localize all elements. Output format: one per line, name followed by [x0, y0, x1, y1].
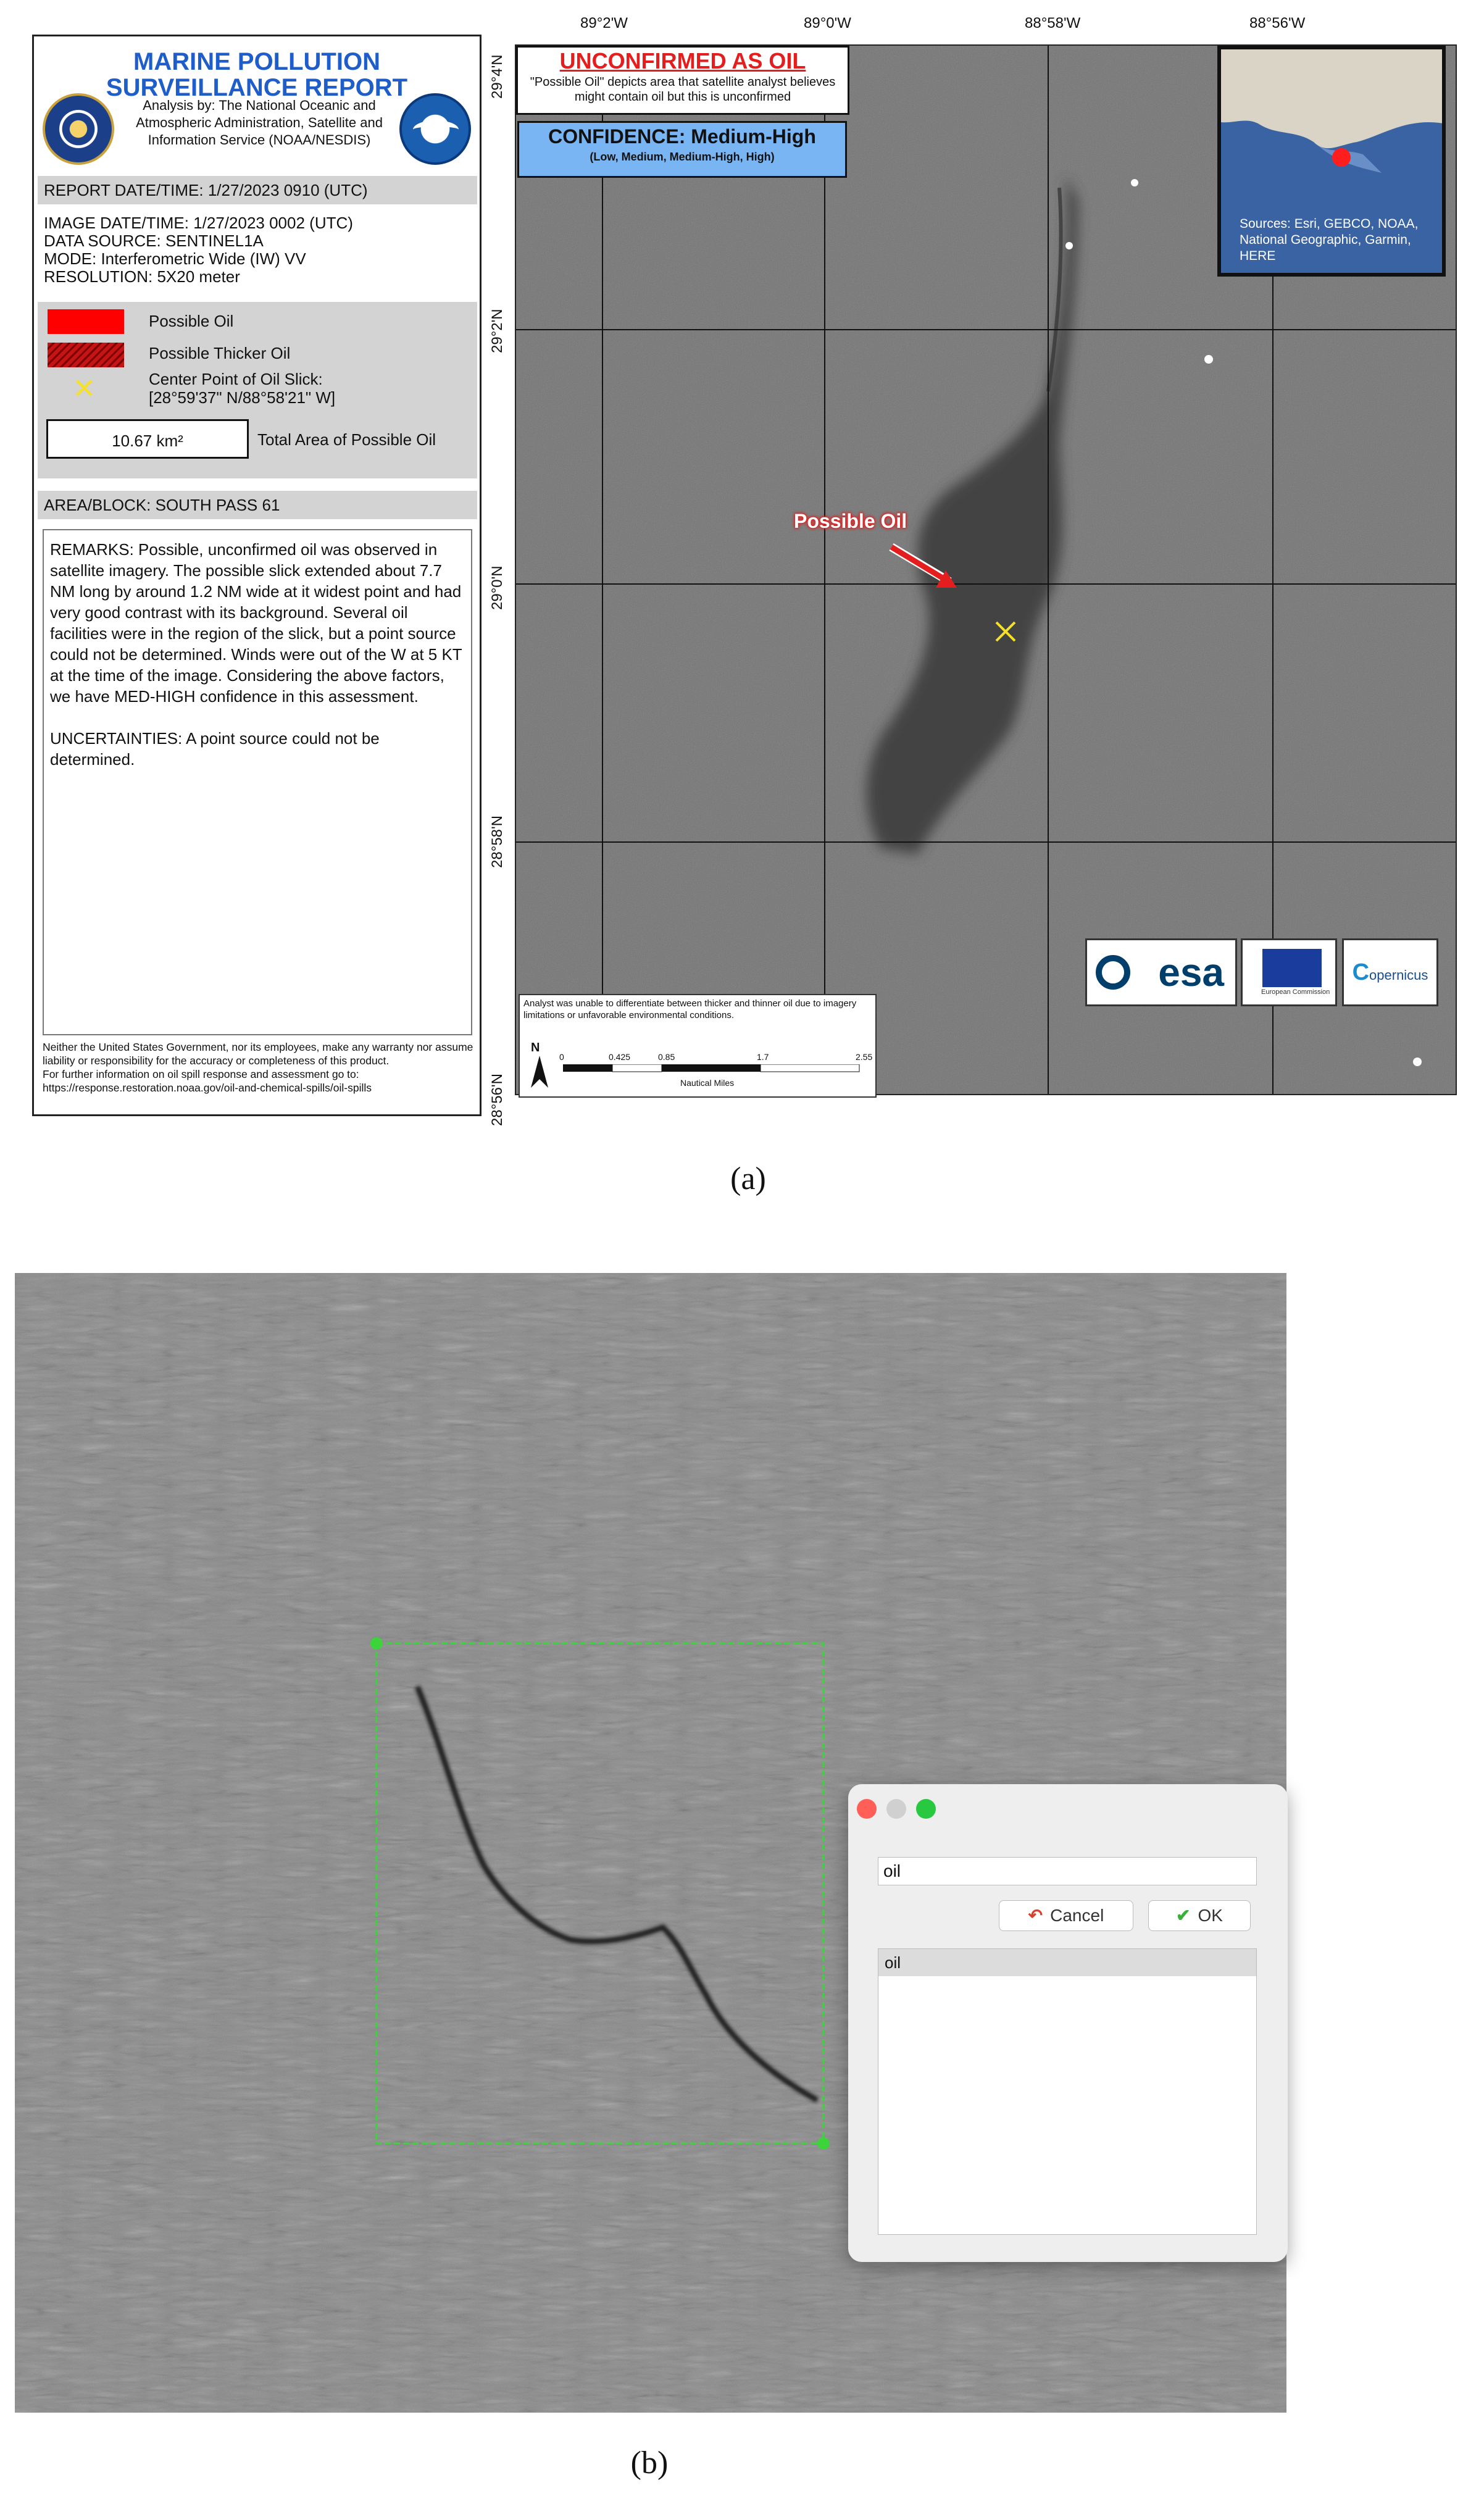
ok-button[interactable]: [1148, 1900, 1251, 1931]
maximize-window-button[interactable]: [916, 1799, 936, 1819]
noaa-logo: [399, 93, 471, 165]
cancel-label: Cancel: [1050, 1906, 1104, 1925]
label-list[interactable]: [878, 1948, 1257, 2235]
resolution: RESOLUTION: 5X20 meter: [44, 267, 240, 286]
cancel-button[interactable]: [999, 1900, 1133, 1931]
report-sidebar: [32, 35, 481, 1116]
slick-location-dot: [1332, 148, 1351, 167]
scale-tick-label: 0: [559, 1052, 564, 1062]
scale-tick-label: 1.7: [757, 1052, 769, 1062]
report-datetime: REPORT DATE/TIME: 1/27/2023 0910 (UTC): [38, 176, 477, 204]
lat-label-2: 29°2'N: [489, 309, 506, 353]
confidence-box: [517, 121, 847, 178]
north-arrow-icon: [527, 1054, 552, 1091]
analyst-note-box: [519, 994, 877, 1098]
analyst-note: Analyst was unable to differentiate between thicker and thinner oil due to imagery limitations or unfavorable environmental conditions.: [523, 998, 857, 1020]
unconfirmed-note: "Possible Oil" depicts area that satellite analyst believes might contain oil but this is unconfirmed: [530, 75, 836, 104]
label-dialog: [848, 1784, 1288, 2262]
lon-label-3: 88°58'W: [1025, 15, 1081, 31]
minimize-window-button[interactable]: [886, 1799, 906, 1819]
doc-seal-logo: [43, 93, 114, 165]
lon-label-4: 88°56'W: [1249, 15, 1306, 31]
lat-label-3: 29°0'N: [489, 565, 506, 610]
report-title-line2: SURVEILLANCE REPORT: [106, 74, 408, 101]
scale-tick-label: 0.85: [658, 1052, 675, 1062]
legend-possible-oil: Possible Oil: [149, 312, 234, 330]
list-item[interactable]: oil: [878, 1949, 1256, 1976]
inset-locator-map: [1217, 46, 1446, 277]
ok-label: OK: [1198, 1906, 1223, 1925]
scale-unit: Nautical Miles: [680, 1078, 735, 1088]
remarks-box: [43, 529, 472, 1035]
copernicus-logo: Copernicus: [1342, 938, 1438, 1006]
esa-logo: [1085, 938, 1237, 1006]
confidence-scale: (Low, Medium, Medium-High, High): [590, 151, 775, 163]
close-window-button[interactable]: [857, 1799, 877, 1819]
area-value: 10.67 km²: [46, 419, 249, 459]
analysis-by: Analysis by: The National Oceanic and Atmospheric Administration, Satellite and Information Service (NOAA/NESDIS): [136, 98, 383, 148]
mode: MODE: Interferometric Wide (IW) VV: [44, 249, 306, 268]
european-commission-logo: [1241, 938, 1337, 1006]
legend-center-point: Center Point of Oil Slick:: [149, 370, 323, 388]
lon-label-1: 89°2'W: [580, 15, 628, 31]
checkmark-icon: ✔: [1176, 1906, 1191, 1925]
disclaimer-text: Neither the United States Government, nor its employees, make any warranty nor assume liability or responsibility for the accuracy or completeness of this product.: [43, 1041, 473, 1067]
eu-flag-icon: [1262, 949, 1322, 987]
legend-thicker-oil: Possible Thicker Oil: [149, 344, 291, 362]
lat-label-5: 28°56'N: [489, 1074, 506, 1126]
eu-caption: European Commission: [1261, 988, 1330, 996]
undo-arrow-icon: ↶: [1028, 1906, 1043, 1925]
data-source: DATA SOURCE: SENTINEL1A: [44, 232, 264, 250]
label-input[interactable]: [878, 1857, 1257, 1885]
esa-text: esa: [1158, 950, 1224, 995]
legend: [38, 302, 477, 478]
unconfirmed-heading: UNCONFIRMED AS OIL: [559, 48, 806, 73]
north-label: N: [531, 1041, 540, 1054]
image-datetime: IMAGE DATE/TIME: 1/27/2023 0002 (UTC): [44, 214, 353, 232]
area-label: Total Area of Possible Oil: [257, 430, 436, 449]
scale-tick-label: 2.55: [856, 1052, 873, 1062]
caption-b: (b): [630, 2445, 669, 2481]
legend-center-coords: [28°59'37" N/88°58'21" W]: [149, 388, 336, 407]
thicker-oil-swatch: [48, 343, 124, 367]
inset-sources: Sources: Esri, GEBCO, NOAA, National Geographic, Garmin, HERE: [1240, 217, 1419, 263]
disclaimer: [43, 1040, 475, 1095]
copernicus-text: opernicus: [1369, 967, 1428, 983]
center-point-icon: ✕: [72, 372, 96, 404]
further-info-text: For further information on oil spill response and assessment go to: https://response.restoration.noaa.gov/oil-and-chemical-spills/oil-spills: [43, 1068, 372, 1094]
scale-tick-label: 0.425: [609, 1052, 631, 1062]
confidence-heading: CONFIDENCE: Medium-High: [548, 125, 816, 148]
report-title-line1: MARINE POLLUTION: [133, 48, 380, 75]
uncertainties-text: UNCERTAINTIES: A point source could not be determined.: [50, 729, 380, 769]
possible-oil-label: Possible Oil: [794, 510, 907, 532]
remarks-text: REMARKS: Possible, unconfirmed oil was observed in satellite imagery. The possible slick extended about 7.7 NM long by around 1.2 NM wide at it widest point and had very good contrast with its background. Several oil facilities were in the region of the slick, but a point source could not be determined. Winds were out of the W at 5 KT at the time of the image. Considering the above factors, we have MED-HIGH confidence in this assessment.: [50, 540, 462, 706]
unconfirmed-box: [516, 46, 849, 115]
caption-a: (a): [730, 1161, 766, 1196]
lat-label-4: 28°58'N: [489, 816, 506, 868]
possible-oil-swatch: [48, 309, 124, 334]
lon-label-2: 89°0'W: [804, 15, 851, 31]
lat-label-1: 29°4'N: [489, 54, 506, 99]
area-block: AREA/BLOCK: SOUTH PASS 61: [38, 491, 477, 519]
